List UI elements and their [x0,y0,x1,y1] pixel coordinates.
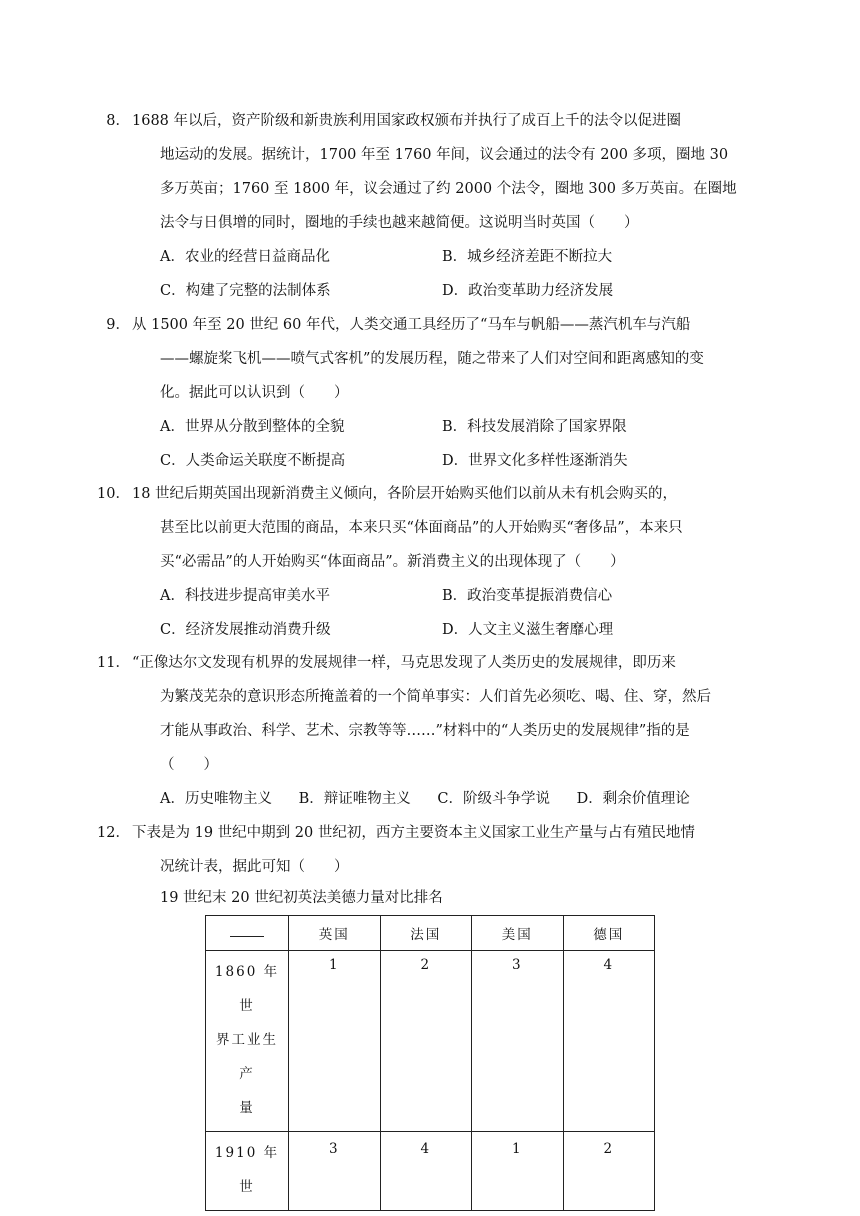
question-stem-line [97,646,732,680]
table-corner-cell [206,916,289,951]
stem-text: 化。据此可以认识到（ ） [160,385,349,401]
table-row [206,1132,655,1211]
stem-text: 1688 年以后，资产阶级和新贵族利用国家政权颁布并执行了成百上千的法令以促进圈 [132,113,682,129]
question-number: 11． [97,655,130,671]
stem-text: 从 1500 年至 20 世纪 60 年代，人类交通工具经历了“马车与帆船——蒸汽机车与汽船 [132,317,691,333]
stem-text: 才能从事政治、科学、艺术、宗教等等……”材料中的“人类历史的发展规律”指的是 [160,723,690,739]
option-a[interactable]: A．历史唯物主义 [160,791,272,807]
option-d[interactable]: D．世界文化多样性逐渐消失 [442,453,628,469]
option-b[interactable]: B．城乡经济差距不断拉大 [442,249,613,265]
table-row [206,951,655,1132]
row-header-line: 界工业生产 [216,1032,278,1082]
stem-text: 地运动的发展。据统计，1700 年至 1760 年间，议会通过的法令有 200 多项，圈地 30 [160,147,729,163]
question-number: 10． [97,486,130,502]
options-row [132,613,732,647]
statistics-table [205,915,655,1211]
blank-line [230,926,264,937]
table-caption: 19 世纪末 20 世纪初英法美德力量对比排名 [160,890,443,906]
option-c[interactable]: C．阶级斗争学说 [437,791,550,807]
row-header [206,1132,289,1211]
table-cell: 3 [289,1132,381,1211]
stem-text: “正像达尔文发现有机界的发展规律一样，马克思发现了人类历史的发展规律，即历来 [132,655,676,671]
options-row [132,579,732,613]
table-cell: 2 [380,951,472,1132]
table-cell: 1 [472,1132,564,1211]
question-number: 12． [97,825,130,841]
table-header-row [206,916,655,951]
option-b[interactable]: B．辩证唯物主义 [298,791,411,807]
row-header-line: 1860 年世 [214,964,280,1014]
question-10 [97,477,732,647]
stem-text: 18 世纪后期英国出现新消费主义倾向，各阶层开始购买他们以前从未有机会购买的， [132,486,678,502]
table-cell: 2 [563,1132,655,1211]
table-cell: 3 [472,951,564,1132]
stem-text: 况统计表，据此可知（ ） [160,859,349,875]
question-stem-line [97,477,732,511]
stem-text: ——螺旋桨飞机——喷气式客机”的发展历程，随之带来了人们对空间和距离感知的变 [160,351,704,367]
option-c[interactable]: C．构建了完整的法制体系 [160,283,331,299]
table-cell: 4 [380,1132,472,1211]
question-number: 8． [106,113,130,129]
options-row [132,274,732,308]
stem-text: 多万英亩；1760 至 1800 年，议会通过了约 2000 个法令，圈地 300 多万英亩。在圈地 [160,181,737,197]
option-a[interactable]: A．农业的经营日益商品化 [160,249,330,265]
row-header-line: 1910 年世 [214,1145,280,1195]
options-row [132,782,732,816]
question-number: 9． [106,317,130,333]
option-c[interactable]: C．经济发展推动消费升级 [160,622,331,638]
options-row [132,444,732,478]
question-stem-line [106,104,732,138]
question-stem-line [106,308,732,342]
question-12 [97,816,732,884]
row-header [206,951,289,1132]
options-row [132,240,732,274]
column-header: 美国 [472,916,564,951]
option-d[interactable]: D．人文主义滋生奢靡心理 [442,622,614,638]
question-stem-line [97,816,732,850]
question-11 [97,646,732,816]
option-b[interactable]: B．政治变革提振消费信心 [442,588,613,604]
column-header: 英国 [289,916,381,951]
option-c[interactable]: C．人类命运关联度不断提高 [160,453,346,469]
stem-text: 法令与日俱增的同时，圈地的手续也越来越简便。这说明当时英国（ ） [160,215,639,231]
option-a[interactable]: A．世界从分散到整体的全貌 [160,419,345,435]
option-d[interactable]: D．剩余价值理论 [576,791,690,807]
option-b[interactable]: B．科技发展消除了国家界限 [442,419,627,435]
row-header-line: 量 [239,1100,255,1116]
options-row [132,410,732,444]
column-header: 法国 [380,916,472,951]
option-a[interactable]: A．科技进步提高审美水平 [160,588,330,604]
question-8 [106,104,737,308]
question-9 [106,308,732,478]
table-cell: 1 [289,951,381,1132]
table-cell: 4 [563,951,655,1132]
stem-text: （ ） [160,757,218,773]
stem-text: 下表是为 19 世纪中期到 20 世纪初，西方主要资本主义国家工业生产量与占有殖民地情 [132,825,695,841]
stem-text: 买“必需品”的人开始购买“体面商品”。新消费主义的出现体现了（ ） [160,554,625,570]
stem-text: 甚至比以前更大范围的商品，本来只买“体面商品”的人开始购买“奢侈品”，本来只 [160,520,683,536]
option-d[interactable]: D．政治变革助力经济发展 [442,283,614,299]
stem-text: 为繁茂芜杂的意识形态所掩盖着的一个简单事实：人们首先必须吃、喝、住、穿，然后 [160,689,711,705]
column-header: 德国 [563,916,655,951]
